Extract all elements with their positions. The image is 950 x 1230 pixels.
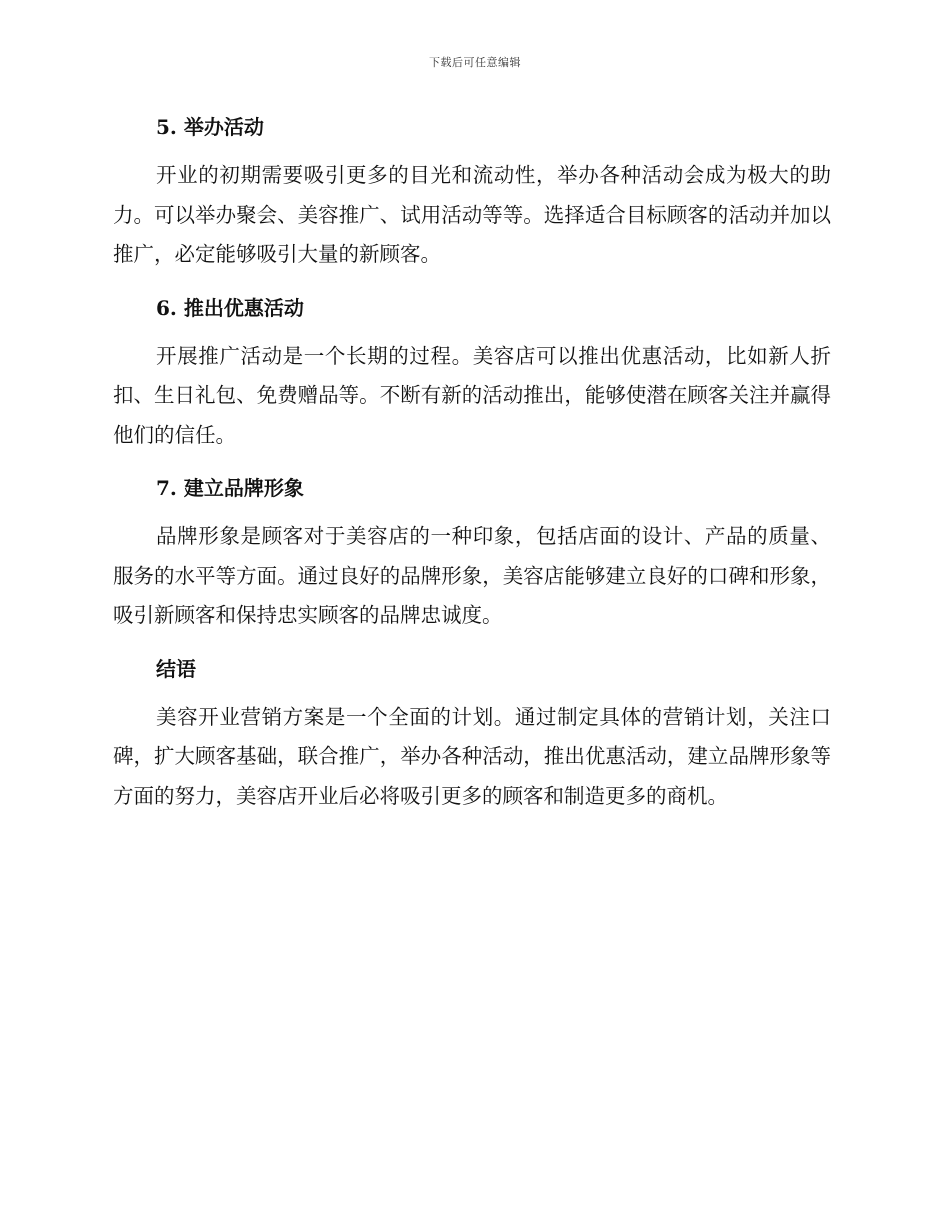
- document-body: [113, 108, 831, 830]
- section-heading-brand-image: 7. 建立品牌形象: [156, 476, 304, 500]
- section-paragraph-brand-image: 品牌形象是顾客对于美容店的一种印象，包括店面的设计、产品的质量、服务的水平等方面。通过良好的品牌形象，美容店能够建立良好的口碑和形象，吸引新顾客和保持忠实顾客的品牌忠诚度。: [113, 524, 831, 627]
- section-paragraph-activities: 开业的初期需要吸引更多的目光和流动性，举办各种活动会成为极大的助力。可以举办聚会、美容推广、试用活动等等。选择适合目标顾客的活动并加以推广，必定能够吸引大量的新顾客。: [113, 163, 831, 266]
- section-heading-conclusion: 结语: [156, 656, 196, 681]
- section-paragraph-conclusion: 美容开业营销方案是一个全面的计划。通过制定具体的营销计划，关注口碑，扩大顾客基础，联合推广，举办各种活动，推出优惠活动，建立品牌形象等方面的努力，美容店开业后必将吸引更多的顾客和制造更多的商机。: [113, 704, 831, 808]
- section-paragraph-promotions: 开展推广活动是一个长期的过程。美容店可以推出优惠活动，比如新人折扣、生日礼包、免费赠品等。不断有新的活动推出，能够使潜在顾客关注并赢得他们的信任。: [113, 343, 831, 447]
- section-heading-promotions: 6. 推出优惠活动: [156, 295, 304, 320]
- section-heading-activities: 5. 举办活动: [156, 115, 264, 139]
- page-header-note: 下载后可任意编辑: [429, 56, 521, 69]
